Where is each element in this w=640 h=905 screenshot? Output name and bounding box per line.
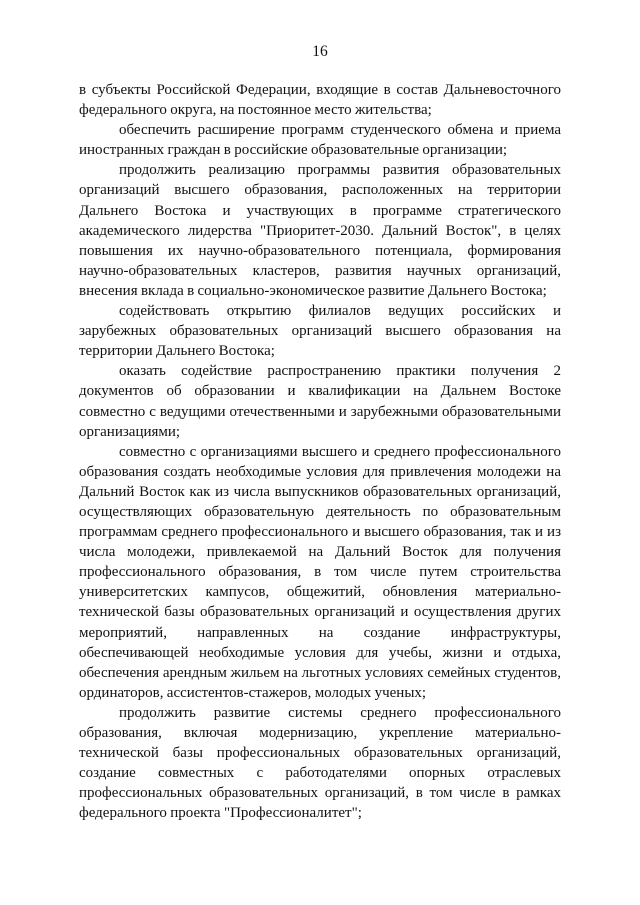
page-number: 16 [312, 43, 328, 60]
paragraph-branches: содействовать открытию филиалов ведущих российских и зарубежных образовательных организаций высшего образования на территории Дальнего Востока; [79, 303, 561, 360]
paragraph-student-exchange: обеспечить расширение программ студенческого обмена и приема иностранных граждан в российские образовательные организации; [79, 122, 561, 159]
paragraph-youth-attraction: совместно с организациями высшего и среднего профессионального образования создать необходимые условия для привлечения молодежи на Дальний Восток как из числа выпускников образовательных организаций, осуществляющих образовательную деятельность по образовательным программам среднего профессионального и высшего образования, так и из числа молодежи, привлекаемой на Дальний Восток для получения профессионального образования, в том числе путем строительства университетских кампусов, общежитий, обновления материально-технической базы образовательных организаций и осуществления других мероприятий, направленных на создание инфраструктуры, обеспечивающей необходимые условия для учебы, жизни и отдыха, обеспечения арендным жильем на льготных условиях семейных студентов, ординаторов, ассистентов-стажеров, молодых ученых; [79, 443, 561, 701]
paragraph-university-development: продолжить реализацию программы развития образовательных организаций высшего образования, расположенных на территории Дальнего Востока и участвующих в программе стратегического академического лидерства "Приоритет-2030. Дальний Восток", в целях повышения их научно-образовательного потенциала, формирования научно-образовательных кластеров, развития научных организаций, внесения вклада в социально-экономическое развитие Дальнего Востока; [79, 162, 561, 299]
paragraph-continuation: в субъекты Российской Федерации, входящие в состав Дальневосточного федерального округа, на постоянное место жительства; [79, 82, 561, 119]
paragraph-vocational-education: продолжить развитие системы среднего профессионального образования, включая модернизацию, укрепление материально-технической базы профессиональных образовательных организаций, создание совместных с работодателями опорных отраслевых профессиональных образовательных организаций, в том числе в рамках федерального проекта "Профессионалитет"; [79, 704, 561, 822]
document-body [79, 80, 561, 823]
paragraph-dual-degree: оказать содействие распространению практики получения 2 документов об образовании и квалификации на Дальнем Востоке совместно с ведущими отечественными и зарубежными образовательными организациями; [79, 363, 561, 440]
